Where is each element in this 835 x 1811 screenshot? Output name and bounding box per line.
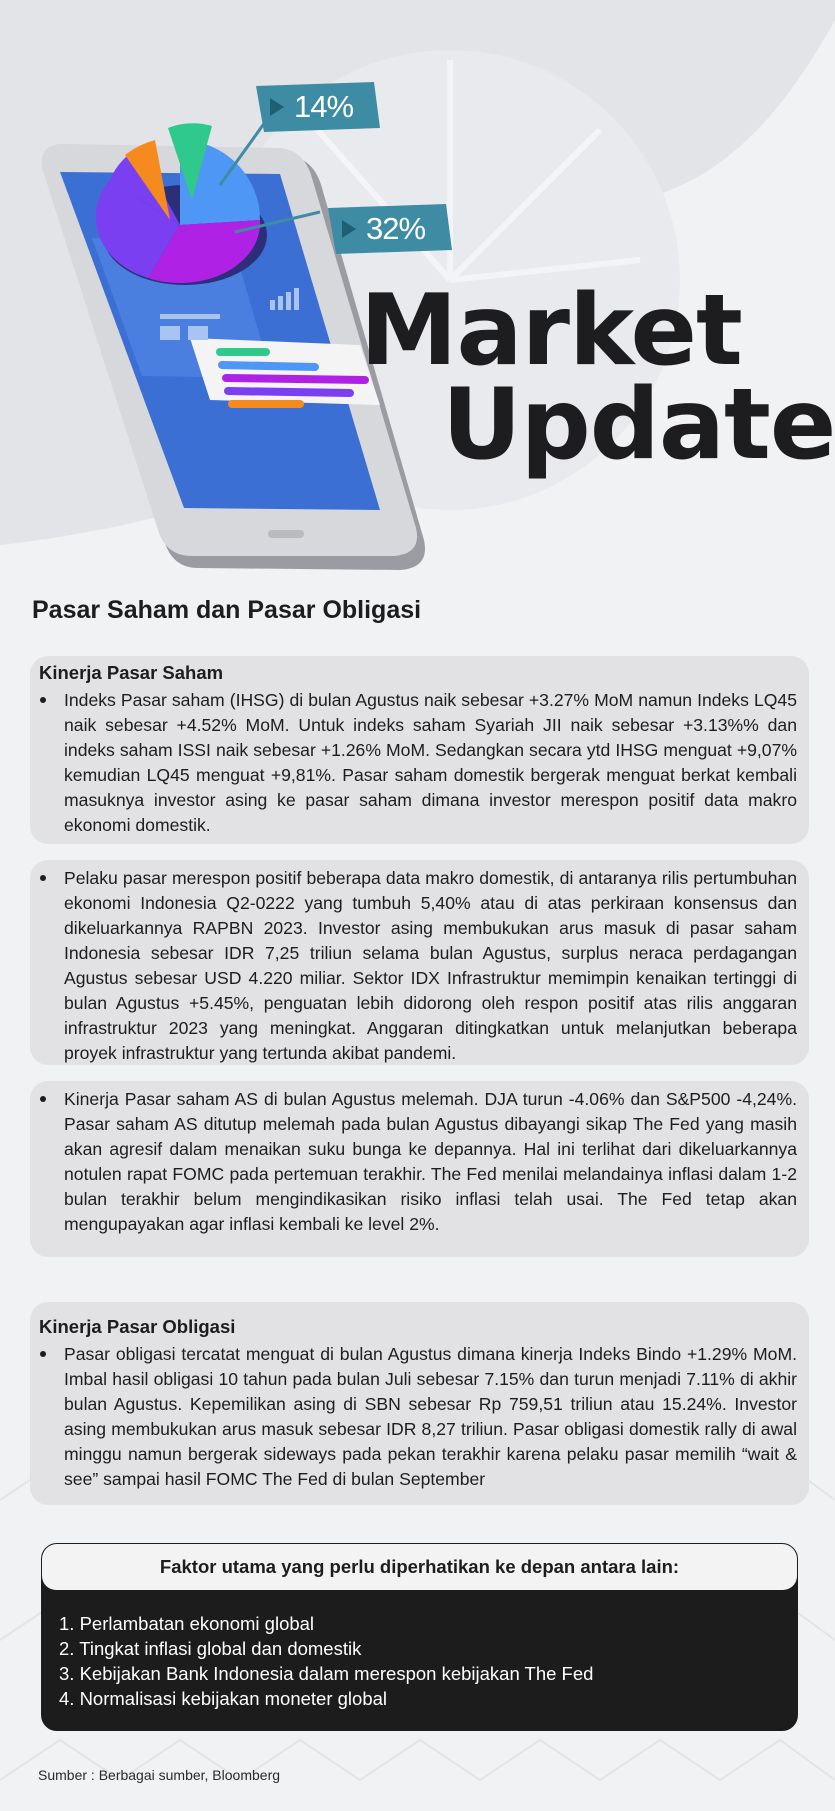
factor-item: 2. Tingkat inflasi global dan domestik (59, 1638, 362, 1659)
section-title: Pasar Saham dan Pasar Obligasi (32, 596, 422, 624)
factor-item: 4. Normalisasi kebijakan moneter global (59, 1688, 388, 1709)
hero-title-line1: Market (360, 274, 742, 388)
obligasi-heading: Kinerja Pasar Obligasi (39, 1316, 236, 1337)
source-note: Sumber : Berbagai sumber, Bloomberg (38, 1767, 281, 1783)
card-saham-2 (30, 860, 809, 1065)
saham-heading: Kinerja Pasar Saham (39, 662, 224, 683)
bullet-icon (37, 691, 51, 705)
factor-item: 3. Kebijakan Bank Indonesia dalam merespon kebijakan The Fed (59, 1663, 594, 1684)
hero-title-line2: Update (442, 368, 835, 482)
saham-bullet-3: Kinerja Pasar saham AS di bulan Agustus melemah. DJA turun -4.06% dan S&P500 -4,24%. Pasar saham AS ditutup melemah pada bulan Agustus dibayangi sikap The Fed yang masih akan agresif dalam menaikan suku bunga ke depannya. Hal ini terlihat dari dikeluarkannya notulen rapat FOMC pada pertemuan terakhir. The Fed menilai melandainya inflasi dalam 1-2 bulan terakhir belum mengindikasikan risiko inflasi telah usai. The Fed tetap akan mengupayakan agar inflasi kembali ke level 2%. (64, 1089, 797, 1234)
saham-bullet-1: Indeks Pasar saham (IHSG) di bulan Agustus naik sebesar +3.27% MoM namun Indeks LQ45 naik sebesar +4.52% MoM. Untuk indeks saham Syariah JII naik sebesar +3.13%% dan indeks saham ISSI naik sebesar +1.26% MoM. Sedangkan secara ytd IHSG menguat +9,07% kemudian LQ45 menguat +9,81%. Pasar saham domestik bergerak menguat berkat kembali masuknya investor asing ke pasar saham dimana investor merespon positif data makro ekonomi domestik. (64, 690, 797, 835)
list-card-icon (190, 338, 380, 405)
callout-14-label: 14% (294, 89, 354, 124)
bullet-icon (37, 869, 51, 883)
card-saham-3 (30, 1081, 809, 1257)
callout-32 (328, 204, 452, 254)
card-obligasi (30, 1302, 809, 1505)
bullet-icon (37, 1345, 51, 1359)
obligasi-bullet-1: Pasar obligasi tercatat menguat di bulan Agustus dimana kinerja Indeks Bindo +1.29% MoM. Imbal hasil obligasi 10 tahun pada bulan Juli sebesar 7.15% dan turun menjadi 7.11% di akhir bulan Agustus. Kepemilikan asing di SBN sebesar Rp 759,51 triliun atau 15.24%. Investor asing membukukan arus masuk sebesar IDR 8,27 triliun. Pasar obligasi domestik rally di awal minggu namun bergerak sideways pada pekan terakhir karena pelaku pasar memilih “wait & see” sampai hasil FOMC The Fed di bulan September (64, 1344, 797, 1489)
saham-bullet-2: Pelaku pasar merespon positif beberapa data makro domestik, di antaranya rilis pertumbuhan ekonomi Indonesia Q2-0222 yang tumbuh 5,40% atau di atas perkiraan konsensus dan dikeluarkannya RAPBN 2023. Investor asing membukukan arus masuk di pasar saham Indonesia sebesar IDR 7,25 triliun selama bulan Agustus, surplus neraca perdagangan Agustus sebesar USD 4.220 miliar. Sektor IDX Infrastruktur memimpin kenaikan tertinggi di bulan Agustus +5.45%, penguatan lebih didorong oleh respon positif atas rilis anggaran infrastruktur 2023 yang meningkat. Anggaran ditingkatkan untuk melanjutkan beberapa proyek infrastruktur yang tertunda akibat pandemi. (64, 868, 797, 1063)
factors-heading: Faktor utama yang perlu diperhatikan ke depan antara lain: (42, 1544, 797, 1590)
bullet-icon (37, 1090, 51, 1104)
callout-14 (256, 82, 380, 132)
factor-item: 1. Perlambatan ekonomi global (59, 1613, 315, 1634)
callout-32-label: 32% (366, 211, 426, 246)
factors-box (41, 1543, 798, 1731)
card-saham-1 (30, 656, 809, 844)
factors-list (59, 1611, 593, 1711)
